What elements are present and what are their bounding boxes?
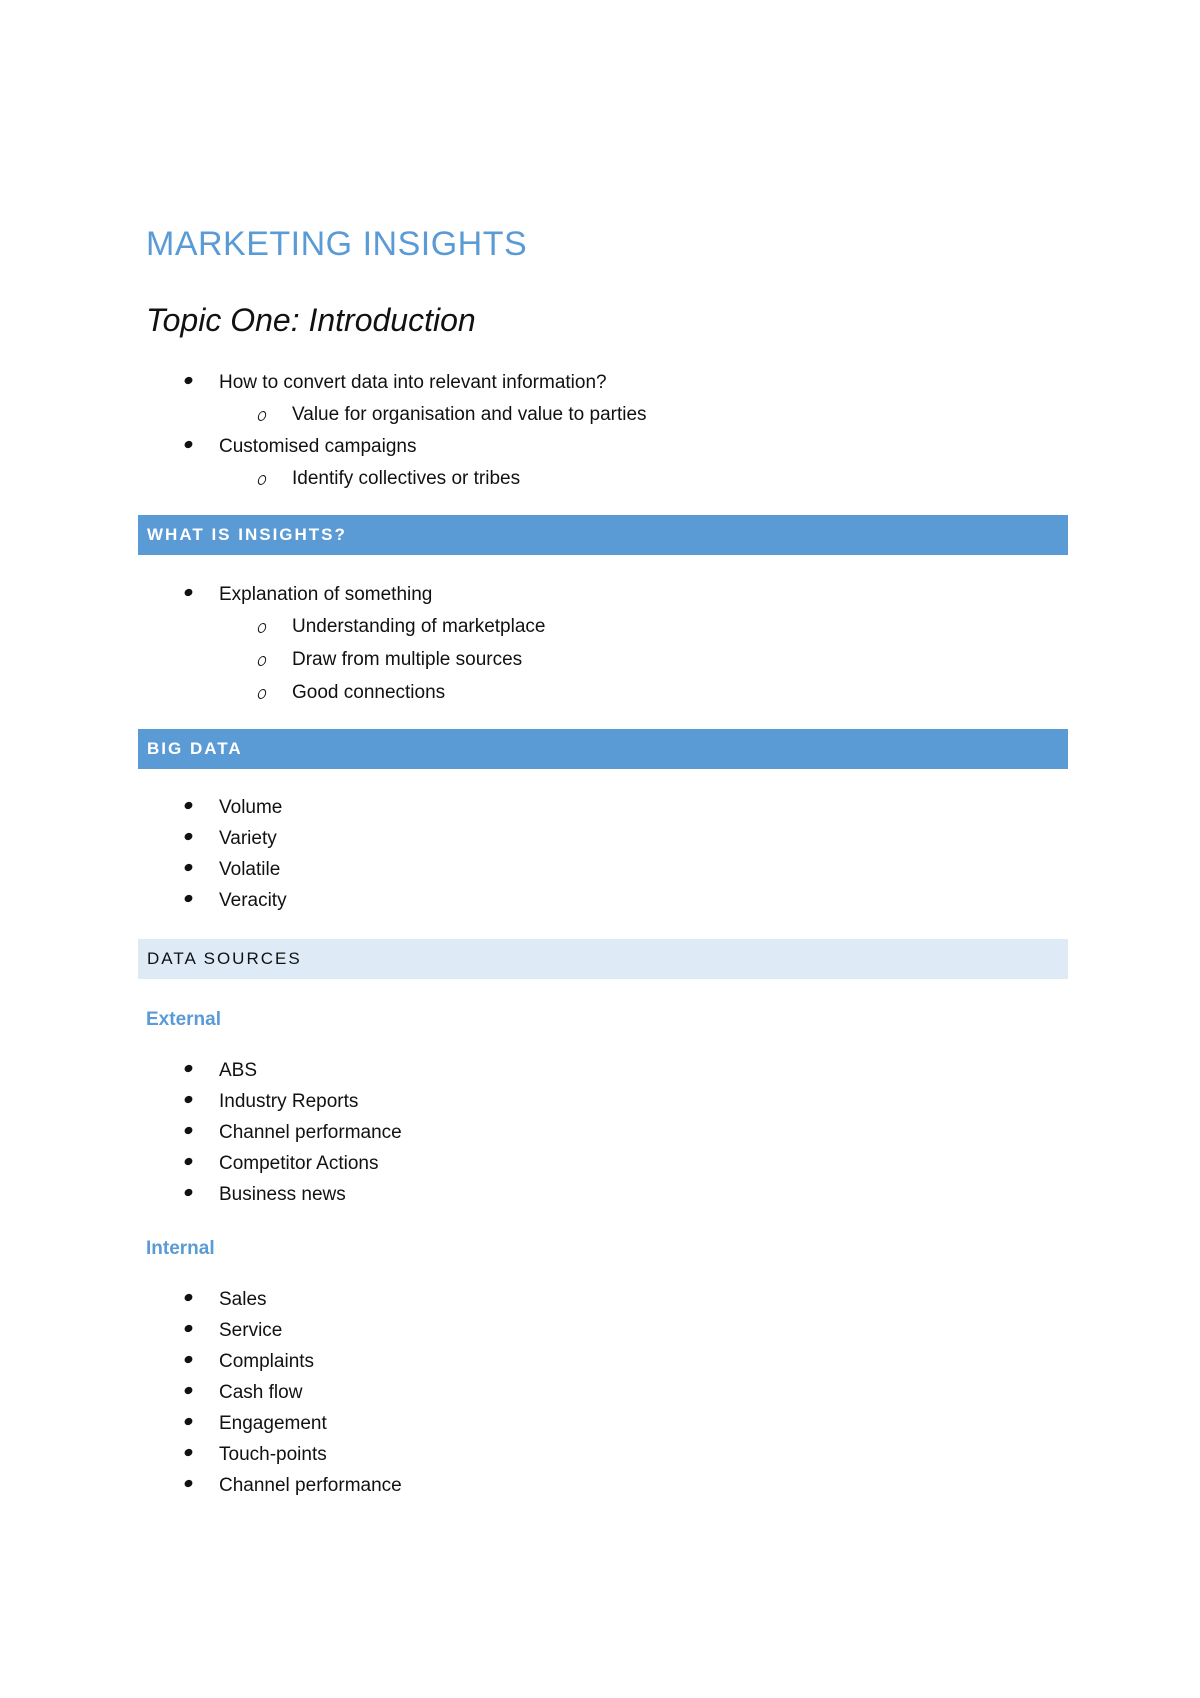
list-item: [0, 1289, 1200, 1320]
list-item: [0, 797, 1200, 828]
list-item: [0, 649, 1200, 682]
list-item: [0, 1122, 1200, 1153]
list-item: [0, 1351, 1200, 1382]
bullet-icon: [183, 1188, 193, 1198]
document-title: MARKETING INSIGHTS: [146, 225, 528, 263]
section-heading-data-sources: DATA SOURCES: [138, 939, 1068, 979]
list-item: [0, 1320, 1200, 1351]
list-item: [0, 1153, 1200, 1184]
bullet-icon: [183, 1126, 193, 1136]
list-item: [0, 682, 1200, 715]
list-item: [0, 404, 1200, 436]
list-item-text: Sales: [219, 1289, 267, 1310]
bullet-icon: [183, 801, 193, 811]
list-item-text: Channel performance: [219, 1475, 402, 1496]
bullet-icon: [183, 440, 193, 450]
circle-bullet-icon: [257, 475, 267, 485]
bullet-icon: [183, 1479, 193, 1489]
list-item-text: Draw from multiple sources: [292, 649, 523, 670]
list-item: [0, 372, 1200, 404]
subheading-external: External: [146, 1009, 221, 1030]
list-item-text: Volume: [219, 797, 283, 818]
bullet-icon: [183, 894, 193, 904]
list-item: [0, 1060, 1200, 1091]
bullet-icon: [183, 1448, 193, 1458]
list-item-text: Volatile: [219, 859, 281, 880]
bullet-icon: [183, 1386, 193, 1396]
list-item-text: Engagement: [219, 1413, 327, 1434]
bullet-icon: [183, 1324, 193, 1334]
bullet-icon: [183, 1293, 193, 1303]
list-item-text: Business news: [219, 1184, 346, 1205]
list-item-text: Service: [219, 1320, 283, 1341]
bullet-icon: [183, 1157, 193, 1167]
intro-list: [0, 372, 1200, 500]
list-item: [0, 1382, 1200, 1413]
list-item: [0, 859, 1200, 890]
list-item-text: Customised campaigns: [219, 436, 417, 457]
internal-sources-list: [0, 1289, 1200, 1506]
list-item: [0, 436, 1200, 468]
bullet-icon: [183, 1355, 193, 1365]
section-heading-big-data: BIG DATA: [138, 729, 1068, 769]
list-item-text: Channel performance: [219, 1122, 402, 1143]
list-item-text: Complaints: [219, 1351, 315, 1372]
list-item: [0, 890, 1200, 921]
list-item-text: Touch-points: [219, 1444, 327, 1465]
list-item-text: ABS: [219, 1060, 258, 1081]
circle-bullet-icon: [257, 689, 267, 699]
circle-bullet-icon: [257, 656, 267, 666]
subheading-internal: Internal: [146, 1238, 215, 1259]
list-item: [0, 828, 1200, 859]
external-sources-list: [0, 1060, 1200, 1215]
list-item: [0, 1184, 1200, 1215]
list-item-text: Competitor Actions: [219, 1153, 379, 1174]
bullet-icon: [183, 376, 193, 386]
list-item-text: Cash flow: [219, 1382, 303, 1403]
list-item: [0, 1413, 1200, 1444]
list-item-text: Identify collectives or tribes: [292, 468, 521, 489]
list-item: [0, 1091, 1200, 1122]
what-is-insights-list: [0, 584, 1200, 715]
list-item: [0, 1475, 1200, 1506]
bullet-icon: [183, 1417, 193, 1427]
list-item-text: How to convert data into relevant information?: [219, 372, 607, 393]
big-data-list: [0, 797, 1200, 921]
bullet-icon: [183, 832, 193, 842]
bullet-icon: [183, 1095, 193, 1105]
list-item-text: Veracity: [219, 890, 287, 911]
circle-bullet-icon: [257, 623, 267, 633]
list-item: [0, 1444, 1200, 1475]
topic-heading: Topic One: Introduction: [146, 302, 476, 338]
bullet-icon: [183, 1064, 193, 1074]
bullet-icon: [183, 588, 193, 598]
list-item-text: Understanding of marketplace: [292, 616, 546, 637]
list-item-text: Variety: [219, 828, 277, 849]
list-item-text: Industry Reports: [219, 1091, 359, 1112]
circle-bullet-icon: [257, 411, 267, 421]
list-item: [0, 616, 1200, 649]
list-item-text: Value for organisation and value to parties: [292, 404, 647, 425]
list-item: [0, 468, 1200, 500]
list-item: [0, 584, 1200, 616]
list-item-text: Good connections: [292, 682, 446, 703]
list-item-text: Explanation of something: [219, 584, 433, 605]
bullet-icon: [183, 863, 193, 873]
section-heading-what-is-insights: WHAT IS INSIGHTS?: [138, 515, 1068, 555]
